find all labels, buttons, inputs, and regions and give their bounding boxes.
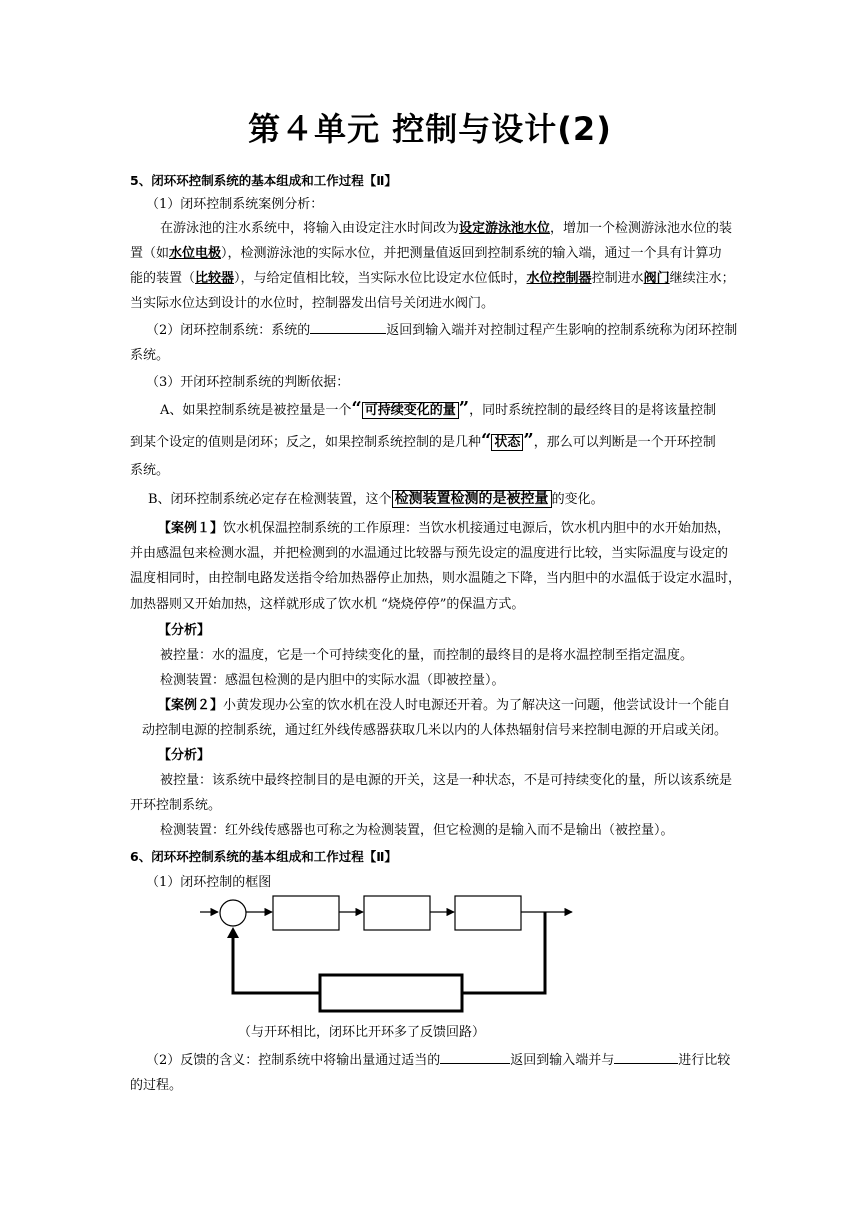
s6-p2-line1 (146, 1050, 746, 1072)
text: 控制进水 (591, 271, 644, 286)
text: ，那么可以判断是一个开环控制 (533, 435, 716, 450)
section-5-heading: 5、闭环环控制系统的基本组成和工作过程【Ⅱ】 (130, 173, 397, 188)
text: 进行比较 (678, 1053, 731, 1068)
text: ，增加一个检测游泳池水位的装 (550, 221, 733, 236)
quote-mark: “ (481, 430, 492, 451)
analysis2-label: 【分析】 (158, 748, 211, 763)
case1-line3: 温度相同时，由控制电路发送指令给加热器停止加热，则水温随之下降，当内胆中的水温低于设定水温时， (130, 571, 742, 586)
text: 置（如 (130, 246, 170, 261)
s6-p1-title: （1）闭环控制的框图 (146, 875, 272, 890)
text: 返回到输入端并对控制过程产生影响的控制系统称为闭环控制 (386, 323, 738, 338)
case-tag: 【案例１】 (158, 521, 224, 536)
text: ），与给定值相比较，当实际水位比设定水位低时， (234, 271, 527, 286)
page-title: 第４单元 控制与设计(2) (248, 110, 612, 148)
analysis2-line3: 检测装置：红外线传感器也可称之为检测装置，但它检测的是输入而不是输出（被控量）。 (160, 823, 674, 838)
key-term: 比较器 (195, 271, 235, 286)
comparator-circle (220, 900, 246, 926)
quote-mark: ” (458, 398, 470, 419)
key-term: 水位电极 (169, 246, 222, 261)
text: 小黄发现办公室的饮水机在没人时电源还开着。为了解决这一问题，他尝试设计一个能自 (223, 698, 731, 713)
s5-a-line3: 系统。 (130, 463, 170, 478)
text: （2）反馈的含义：控制系统中将输出量通过适当的 (146, 1053, 441, 1068)
diagram-caption: （与开环相比，闭环比开环多了反馈回路） (238, 1025, 486, 1040)
analysis2-line1: 被控量：该系统中最终控制目的是电源的开关，这是一种状态，不是可持续变化的量，所以该系统是 (160, 773, 733, 788)
case-tag: 【案例２】 (158, 698, 224, 713)
text: 继续注水； (669, 271, 735, 286)
quote-mark: “ (351, 398, 362, 419)
block-1 (273, 896, 339, 930)
analysis2-line2: 开环控制系统。 (130, 798, 222, 813)
case1-line4: 加热器则又开始加热，这样就形成了饮水机 “烧烧停停”的保温方式。 (130, 597, 525, 612)
key-term: 设定游泳池水位 (459, 221, 551, 236)
block-3 (455, 896, 521, 930)
text: 的变化。 (551, 492, 604, 507)
text: ，同时系统控制的最经终目的是将该量控制 (469, 403, 717, 418)
text: 饮水机保温控制系统的工作原理：当饮水机接通过电源后，饮水机内胆中的水开始加热， (223, 521, 731, 536)
feedback-arrowhead (227, 927, 239, 938)
key-term: 阀门 (643, 271, 670, 286)
text: （2）闭环控制系统：系统的 (146, 323, 311, 338)
text: 返回到输入端并与 (510, 1053, 615, 1068)
fill-blank[interactable] (614, 1050, 678, 1064)
boxed-term: 检测装置检测的是被控量 (392, 490, 552, 508)
case2-line2: 动控制电源的控制系统，通过红外线传感器获取几米以内的人体热辐射信号来控制电源的开启或关闭。 (142, 723, 728, 738)
boxed-term: 状态 (491, 434, 523, 451)
text: 在游泳池的注水系统中，将输入由设定注水时间改为 (160, 221, 460, 236)
text: 能的装置（ (130, 271, 196, 286)
quote-mark: ” (523, 430, 534, 451)
feedback-block (320, 975, 462, 1011)
section-6-heading: 6、闭环环控制系统的基本组成和工作过程【Ⅱ】 (130, 849, 397, 864)
text: A、如果控制系统是被控量是一个 (160, 403, 352, 418)
s5-p1-line4: 当实际水位达到设计的水位时，控制器发出信号关闭进水阀门。 (130, 296, 495, 311)
s5-p3-title: （3）开闭环控制系统的判断依据： (146, 375, 350, 390)
case1-line2: 并由感温包来检测水温，并把检测到的水温通过比较器与预先设定的温度进行比较，当实际温度与设定的 (130, 546, 729, 561)
analysis1-line2: 检测装置：感温包检测的是内胆中的实际水温（即被控量）。 (160, 673, 505, 688)
analysis1-line1: 被控量：水的温度，它是一个可持续变化的量，而控制的最终目的是将水温控制至指定温度。 (160, 648, 694, 663)
boxed-term: 可持续变化的量 (362, 402, 459, 419)
block-2 (364, 896, 430, 930)
text: ），检测游泳池的实际水位，并把测量值返回到控制系统的输入端，通过一个具有计算功 (221, 246, 722, 261)
text: 到某个设定的值则是闭环；反之，如果控制系统控制的是几种 (130, 435, 482, 450)
s6-p2-line2: 的过程。 (130, 1078, 183, 1093)
s5-p1-title: （1）闭环控制系统案例分析： (146, 197, 324, 212)
text: B、闭环控制系统必定存在检测装置，这个 (148, 492, 392, 507)
key-term: 水位控制器 (526, 271, 592, 286)
fill-blank[interactable] (440, 1050, 510, 1064)
feedback-line-left (233, 936, 320, 993)
analysis1-label: 【分析】 (158, 623, 211, 638)
s5-p2-line2: 系统。 (130, 348, 170, 363)
